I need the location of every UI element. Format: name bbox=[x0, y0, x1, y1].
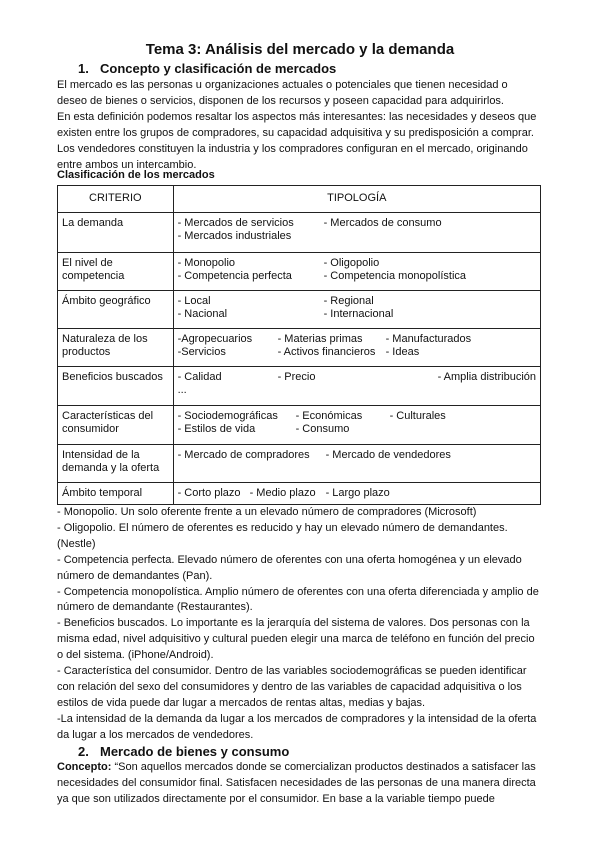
page-title: Tema 3: Análisis del mercado y la demanda bbox=[145, 41, 455, 58]
tipologia-cell bbox=[173, 328, 540, 366]
tipologia-item: - Monopolio bbox=[177, 256, 236, 269]
tipologia-line bbox=[178, 423, 536, 437]
tipologia-item: - Medio plazo bbox=[249, 486, 316, 499]
tipologia-line bbox=[178, 487, 536, 501]
note-line: (Nestle) bbox=[57, 537, 96, 550]
table-row bbox=[58, 444, 541, 482]
criterio-cell: Naturaleza de los productos bbox=[58, 328, 174, 366]
tipologia-line bbox=[178, 346, 536, 360]
note-line: - Competencia perfecta. Elevado número de oferentes con una oferta homogénea y un elevado bbox=[57, 553, 522, 566]
header-tipologia: TIPOLOGÍA bbox=[173, 186, 540, 213]
note-line: - Oligopolio. El número de oferentes es reducido y hay un elevado número de demandantes. bbox=[57, 521, 508, 534]
note-line: - Beneficios buscados. Lo importante es la jerarquía del sistema de valores. Dos personas con la bbox=[57, 617, 530, 630]
tipologia-item: - Manufacturados bbox=[385, 332, 472, 345]
intro-line: entre ambos un intercambio. bbox=[57, 158, 197, 171]
note-line: con relación del sexo del consumidores y dentro de las variables de capacidad adquisitiva o los bbox=[57, 680, 522, 693]
tipologia-line bbox=[178, 371, 536, 385]
note-line: número de demandante (Restaurantes). bbox=[57, 601, 253, 614]
concept-line: necesidades del consumidor final. Satisfacen necesidades de las personas de una manera directa bbox=[57, 776, 536, 789]
tipologia-item: - Estilos de vida bbox=[177, 423, 256, 435]
concept-paragraph bbox=[57, 760, 547, 808]
intro-line: En esta definición podemos resaltar los aspectos más interesantes: las necesidades y deseos que bbox=[57, 110, 537, 123]
concept-label: Concepto: bbox=[57, 761, 112, 773]
tipologia-cell bbox=[173, 212, 540, 252]
tipologia-item: - Ideas bbox=[385, 346, 420, 358]
criterio-cell: Intensidad de la demanda y la oferta bbox=[58, 444, 174, 482]
table-row bbox=[58, 405, 541, 444]
note-line: -La intensidad de la demanda da lugar a los mercados de compradores y la intensidad de la oferta bbox=[57, 712, 537, 725]
table-row bbox=[58, 212, 541, 252]
tipologia-item: - Mercados de servicios bbox=[177, 216, 294, 229]
intro-line: existen entre los grupos de compradores, su capacidad adquisitiva y su predisposición a comprar. bbox=[57, 126, 534, 139]
table-row bbox=[58, 366, 541, 405]
tipologia-item: - Activos financieros bbox=[277, 346, 376, 358]
table-row bbox=[58, 482, 541, 505]
criterio-cell: Ámbito geográfico bbox=[58, 290, 174, 328]
intro-paragraph bbox=[57, 78, 547, 173]
tipologia-item: - Regional bbox=[323, 294, 374, 307]
section-number: 2. bbox=[78, 744, 89, 759]
tipologia-item: - Mercados de consumo bbox=[323, 216, 442, 229]
table-row bbox=[58, 290, 541, 328]
tipologia-item: - Internacional bbox=[323, 308, 394, 320]
header-criterio: CRITERIO bbox=[58, 186, 174, 213]
tipologia-item: - Calidad bbox=[177, 370, 222, 383]
note-line: número de demandantes (Pan). bbox=[57, 569, 213, 582]
note-line: - Competencia monopolística. Amplio número de oferentes con una oferta diferenciada y amplio de bbox=[57, 585, 539, 598]
classification-table bbox=[57, 185, 541, 505]
intro-line: deseo de bienes o servicios, disponen de los recursos y poseen capacidad para adquirirlos. bbox=[57, 94, 504, 107]
tipologia-cell bbox=[173, 290, 540, 328]
tipologia-line bbox=[178, 449, 536, 463]
tipologia-item: - Corto plazo bbox=[177, 486, 241, 499]
tipologia-cell bbox=[173, 252, 540, 290]
table-row bbox=[58, 252, 541, 290]
section-1-heading bbox=[78, 61, 336, 76]
tipologia-line bbox=[178, 333, 536, 347]
notes-list bbox=[57, 505, 547, 744]
section-title: Mercado de bienes y consumo bbox=[100, 744, 290, 759]
tipologia-item: - Competencia monopolística bbox=[323, 270, 467, 282]
tipologia-line bbox=[178, 270, 536, 284]
note-line: - Característica del consumidor. Dentro de las variables sociodemográficas se pueden identificar bbox=[57, 665, 527, 678]
tipologia-cell bbox=[173, 366, 540, 405]
tipologia-line bbox=[178, 295, 536, 309]
tipologia-item: - Largo plazo bbox=[325, 486, 390, 499]
tipologia-line bbox=[178, 230, 536, 244]
tipologia-item: - Sociodemográficas bbox=[177, 409, 278, 422]
note-line: o del sistema. (iPhone/Android). bbox=[57, 649, 214, 662]
tipologia-item: - Consumo bbox=[295, 423, 350, 435]
table-title: Clasificación de los mercados bbox=[57, 169, 215, 181]
note-line: - Monopolio. Un solo oferente frente a un elevado número de compradores (Microsoft) bbox=[57, 506, 477, 518]
section-2-heading bbox=[78, 744, 289, 759]
note-line: da lugar a los mercados de vendedores. bbox=[57, 728, 254, 741]
tipologia-item: - Local bbox=[177, 294, 211, 307]
tipologia-item: - Competencia perfecta bbox=[177, 270, 292, 282]
tipologia-cell bbox=[173, 482, 540, 505]
intro-line: El mercado es las personas u organizaciones actuales o potenciales que tienen necesidad o bbox=[57, 79, 508, 91]
tipologia-item: - Nacional bbox=[177, 308, 228, 320]
tipologia-item: - Mercados industriales bbox=[177, 230, 292, 242]
tipologia-item: - Amplia distribución bbox=[437, 370, 536, 383]
tipologia-item: ... bbox=[177, 384, 187, 396]
criterio-cell: Beneficios buscados bbox=[58, 366, 174, 405]
tipologia-item: - Oligopolio bbox=[323, 256, 380, 269]
table-row bbox=[58, 328, 541, 366]
tipologia-line bbox=[178, 217, 536, 231]
tipologia-line bbox=[178, 384, 536, 398]
tipologia-line bbox=[178, 308, 536, 322]
tipologia-item: - Culturales bbox=[389, 409, 446, 422]
criterio-cell: El nivel de competencia bbox=[58, 252, 174, 290]
tipologia-line bbox=[178, 257, 536, 271]
tipologia-item: - Precio bbox=[277, 370, 316, 383]
criterio-cell: Ámbito temporal bbox=[58, 482, 174, 505]
section-title: Concepto y clasificación de mercados bbox=[100, 61, 337, 76]
tipologia-item: - Materias primas bbox=[277, 332, 363, 345]
section-number: 1. bbox=[78, 61, 89, 76]
tipologia-item: - Mercado de vendedores bbox=[325, 448, 451, 461]
concept-text: “Son aquellos mercados donde se comercializan productos destinados a satisfacer las bbox=[111, 761, 536, 773]
tipologia-item: -Servicios bbox=[177, 346, 226, 358]
concept-line: ya que son utilizados directamente por el consumidor. En base a la variable tiempo puede bbox=[57, 792, 495, 805]
note-line: misma edad, nivel adquisitivo y cultural pueden elegir una marca de teléfono en función del precio bbox=[57, 633, 535, 646]
tipologia-cell bbox=[173, 405, 540, 444]
tipologia-line bbox=[178, 410, 536, 424]
note-line: estilos de vida puede dar lugar a mercados de rentas altas, medias y bajas. bbox=[57, 696, 426, 709]
tipologia-item: - Mercado de compradores bbox=[177, 448, 310, 461]
tipologia-item: -Agropecuarios bbox=[177, 332, 253, 345]
intro-line: Los vendedores constituyen la industria y los compradores configuran en el mercado, originando bbox=[57, 142, 528, 155]
criterio-cell: La demanda bbox=[58, 212, 174, 252]
tipologia-cell bbox=[173, 444, 540, 482]
tipologia-item: - Económicas bbox=[295, 409, 363, 422]
criterio-cell: Características del consumidor bbox=[58, 405, 174, 444]
